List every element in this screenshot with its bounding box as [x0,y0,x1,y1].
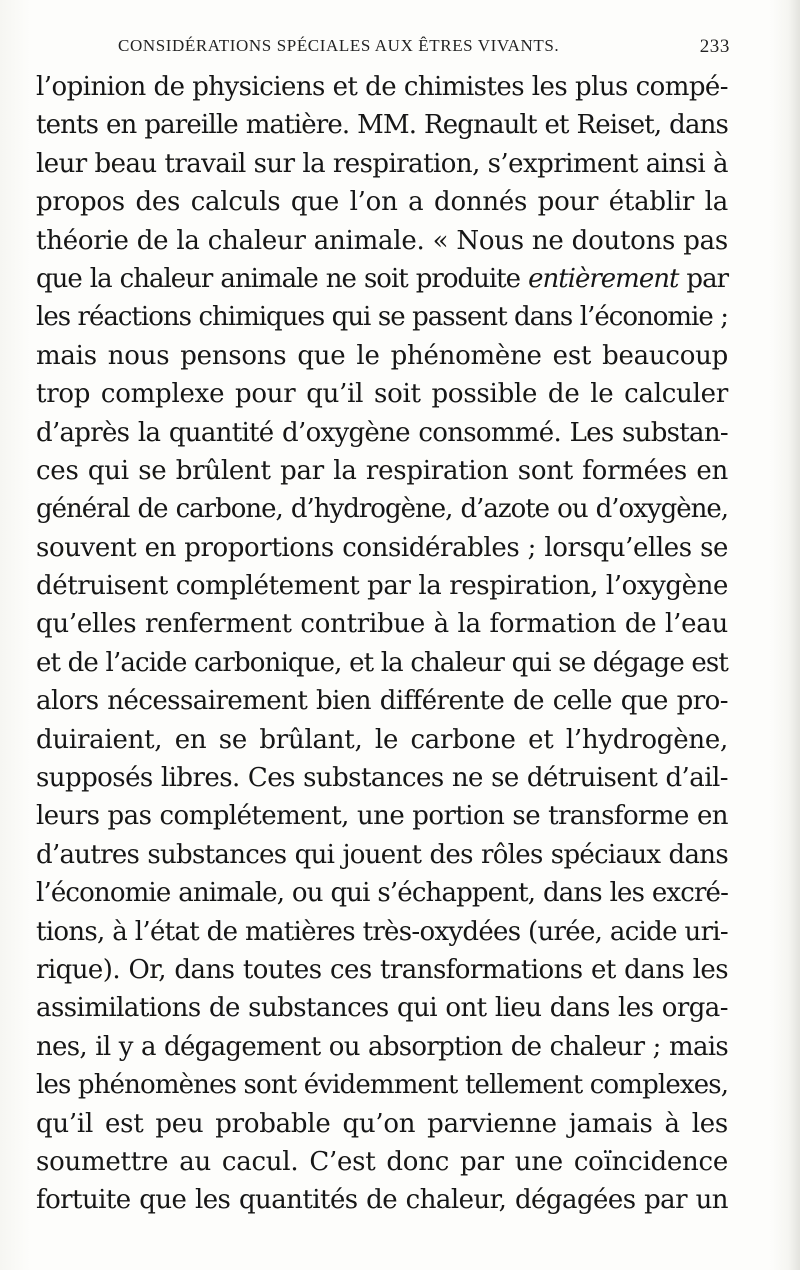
text-line: théorie de la chaleur animale. « Nous ne doutons pas [36,225,728,256]
text-line-with-emphasis [36,260,728,298]
running-head [118,36,730,66]
text-line: fortuite que les quantités de chaleur, dégagées par un [36,1185,728,1216]
emphasized-word: entièrement [528,263,679,294]
body-text [36,68,728,1220]
text-line: ces qui se brûlent par la respiration sont formées en [36,455,728,486]
text-line: leur beau travail sur la respiration, s’expriment ainsi à [36,148,728,179]
text-line: soumettre au cacul. C’est donc par une coïncidence [36,1146,728,1177]
text-line: duiraient, en se brûlant, le carbone et l’hydrogène, [36,724,728,755]
text-line: tions, à l’état de matières très-oxydées (urée, acide uri- [36,916,728,947]
text-line: l’économie animale, ou qui s’échappent, dans les excré- [36,878,728,909]
text-line: mais nous pensons que le phénomène est beaucoup [36,340,728,371]
running-title: CONSIDÉRATIONS SPÉCIALES AUX ÊTRES VIVANTS. [118,36,560,55]
text-line: les phénomènes sont évidemment tellement complexes, [36,1070,729,1101]
text-line: souvent en proportions considérables ; lorsqu’elles se [36,532,728,563]
text-line: qu’elles renferment contribue à la formation de l’eau [36,609,728,640]
text-line: assimilations de substances qui ont lieu dans les orga- [36,993,728,1024]
text-line: nes, il y a dégagement ou absorption de chaleur ; mais [36,1031,728,1062]
text-line: alors nécessairement bien différente de celle que pro- [36,686,728,717]
text-line: qu’il est peu probable qu’on parvienne jamais à les [36,1108,728,1139]
page-number: 233 [699,36,730,57]
text-line: trop complexe pour qu’il soit possible de le calculer [36,379,728,410]
text-line: les réactions chimiques qui se passent dans l’économie ; [36,302,728,333]
text-line: d’après la quantité d’oxygène consommé. Les substan- [36,417,728,448]
text-line: tents en pareille matière. MM. Regnault et Reiset, dans [36,110,728,141]
text-line: détruisent complétement par la respiration, l’oxygène [36,571,728,602]
text-line: général de carbone, d’hydrogène, d’azote ou d’oxygène, [36,494,728,525]
text-segment: par [678,263,729,294]
text-line: leurs pas complétement, une portion se transforme en [36,801,728,832]
text-line: et de l’acide carbonique, et la chaleur qui se dégage est [36,647,728,678]
text-line: propos des calculs que l’on a donnés pour établir la [36,187,728,218]
text-line: rique). Or, dans toutes ces transformations et dans les [36,954,728,985]
text-line: d’autres substances qui jouent des rôles spéciaux dans [36,839,728,870]
text-line: l’opinion de physiciens et de chimistes les plus compé- [36,72,728,102]
page-edge-shadow [788,0,800,1270]
text-line: supposés libres. Ces substances ne se détruisent d’ail- [36,763,728,794]
text-segment: que la chaleur animale ne soit produite [36,263,529,294]
